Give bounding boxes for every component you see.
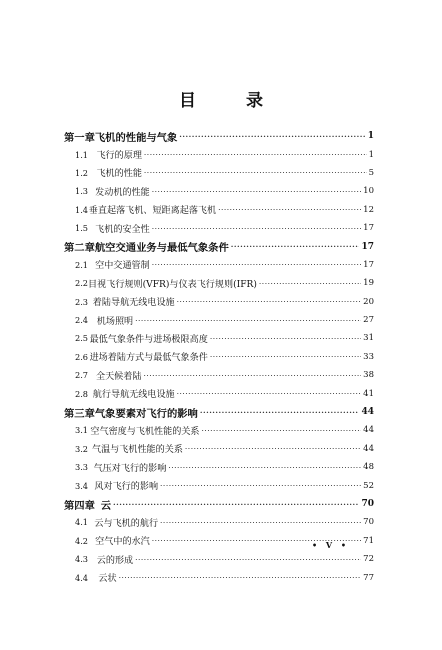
toc-page-number: 70 [363,517,374,528]
toc-entry-title: 气压对飞行的影响 [93,463,167,474]
toc-section-row [64,329,374,347]
toc-entry-number: 第二章 [64,242,95,255]
toc-entry-title: 机场照明 [96,316,134,327]
dot-leader [259,279,361,288]
toc-section-row [64,458,374,476]
toc-section-row [64,440,374,458]
dot-leader [119,573,362,582]
dot-leader [177,297,362,306]
toc-section-row [64,201,374,219]
toc-entry-title: 航行导航无线电设施 [92,390,175,401]
toc-chapter-row [64,403,374,421]
toc-entry-title: 云状 [98,574,117,585]
toc-entry-title: 目视飞行规则(VFR)与仪表飞行规则(IFR) [88,279,257,290]
toc-entry-title: 云与飞机的航行 [94,518,159,529]
toc-page-number: 44 [361,407,374,418]
toc-section-row [64,182,374,200]
toc-entry-number: 第四章 [64,499,95,512]
toc-entry-title: 空中交通管制 [95,261,150,272]
toc-chapter-row [64,127,374,145]
toc-entry-number: 3.1 [75,425,89,436]
dot-leader [144,150,367,159]
toc-section-row [64,293,374,311]
dot-leader [152,260,361,269]
toc-page-number: 31 [363,333,374,344]
toc-entry-number: 3.4 [75,480,89,491]
toc-entry-number: 1.2 [75,167,89,178]
toc-entry-title: 空气密度与飞机性能的关系 [90,426,200,437]
toc-entry-number: 4.3 [75,554,89,565]
toc-entry-title: 飞行的原理 [96,151,142,162]
dot-leader [135,316,361,325]
toc-section-row [64,513,374,531]
dot-leader [200,408,360,417]
toc-entry-title: 飞机的性能与气象 [94,131,178,144]
dot-leader [177,389,362,398]
toc-entry-title: 垂直起落飞机、短距离起落飞机 [88,206,217,217]
dot-leader [113,500,359,509]
toc-page-number: 10 [363,186,374,197]
toc-page-number: 17 [363,223,374,234]
toc-entry-number: 第三章 [64,407,95,420]
toc-page-number: 72 [363,554,374,565]
toc-page-number: 52 [363,480,374,491]
toc-entry-number: 2.2 [75,278,89,289]
toc-section-row [64,219,374,237]
toc-entry-title: 气温与飞机性能的关系 [91,445,183,456]
toc-section-row [64,348,374,366]
toc-section-row [64,274,374,292]
toc-entry-number: 4.4 [75,572,89,583]
toc-page-number: 12 [363,204,374,215]
dot-leader [152,187,361,196]
toc-page-number: 1 [367,131,374,142]
toc-entry-number: 1.1 [75,149,89,160]
toc-page-number: 44 [363,443,374,454]
toc-section-row [64,164,374,182]
toc-entry-title: 风对飞行的影响 [94,482,159,493]
toc-entry-title: 发动机的性能 [95,187,150,198]
dot-leader [152,224,361,233]
toc-entry-title: 云的形成 [96,555,134,566]
toc-page-number: 17 [363,259,374,270]
toc-page-number: 33 [363,351,374,362]
toc-page-number: 20 [363,296,374,307]
toc-page-number: 1 [368,149,374,160]
toc-page-number: 17 [361,241,374,252]
toc-chapter-row [64,237,374,255]
toc-entry-title: 航空交通业务与最低气象条件 [94,242,229,255]
dot-leader [210,352,361,361]
toc-page-number: 19 [363,278,374,289]
dot-leader [202,426,362,435]
dot-leader [143,371,361,380]
toc-section-row [64,568,374,586]
toc-page-number: 41 [363,388,374,399]
toc-section-row [64,366,374,384]
toc-page-number: 48 [363,462,374,473]
toc-section-row [64,476,374,494]
toc-page-number: 70 [361,499,374,509]
toc-entry-title: 最低气象条件与进场极限高度 [89,334,208,345]
dot-leader [218,205,361,214]
toc-page-number: 44 [363,425,374,436]
toc-entry-number: 1.5 [75,223,89,234]
page-folio: • V • [312,540,350,550]
dot-leader [185,444,361,453]
toc-page-number: 38 [363,370,374,381]
toc-entry-title: 飞机的性能 [96,169,142,180]
toc-entry-number: 3.2 [75,443,89,454]
toc-chapter-row [64,495,374,513]
toc-section-row [64,311,374,329]
toc-section-row [64,384,374,402]
toc-section-row [64,256,374,274]
toc-entry-title: 云 [100,499,111,512]
dot-leader [231,242,360,251]
toc-section-row [64,145,374,163]
page-title: 目 录 [179,91,285,111]
toc-entry-number: 2.1 [75,259,89,270]
table-of-contents [64,127,374,587]
dot-leader [168,463,361,472]
toc-entry-number: 2.3 [75,296,89,307]
dot-leader [135,555,361,564]
dot-leader [144,168,367,177]
toc-section-row [64,550,374,568]
toc-entry-number: 2.8 [75,388,89,399]
toc-entry-title: 飞机的安全性 [95,224,150,235]
toc-entry-number: 2.5 [75,333,89,344]
toc-entry-number: 2.7 [75,370,89,381]
toc-entry-title: 进场着陆方式与最低气象条件 [89,353,208,364]
toc-page-number: 77 [363,572,374,583]
toc-entry-number: 第一章 [64,131,95,144]
toc-entry-title: 空气中的水汽 [95,537,150,548]
toc-entry-number: 2.4 [75,315,89,326]
toc-entry-number: 4.1 [75,517,89,528]
toc-page-number: 71 [363,535,374,546]
toc-entry-title: 气象要素对飞行的影响 [94,407,198,420]
dot-leader [160,481,361,490]
toc-entry-number: 2.6 [75,351,89,362]
toc-page-number: 27 [363,315,374,326]
toc-entry-title: 全天候着陆 [95,371,142,382]
toc-entry-title: 着陆导航无线电设施 [92,298,175,309]
dot-leader [160,518,361,527]
toc-entry-number: 4.2 [75,535,89,546]
toc-entry-number: 1.4 [75,204,89,215]
toc-section-row [64,421,374,439]
toc-entry-number: 3.3 [75,462,89,473]
toc-entry-number: 1.3 [75,186,89,197]
dot-leader [179,132,365,141]
toc-page-number: 5 [368,167,374,178]
dot-leader [210,334,361,343]
